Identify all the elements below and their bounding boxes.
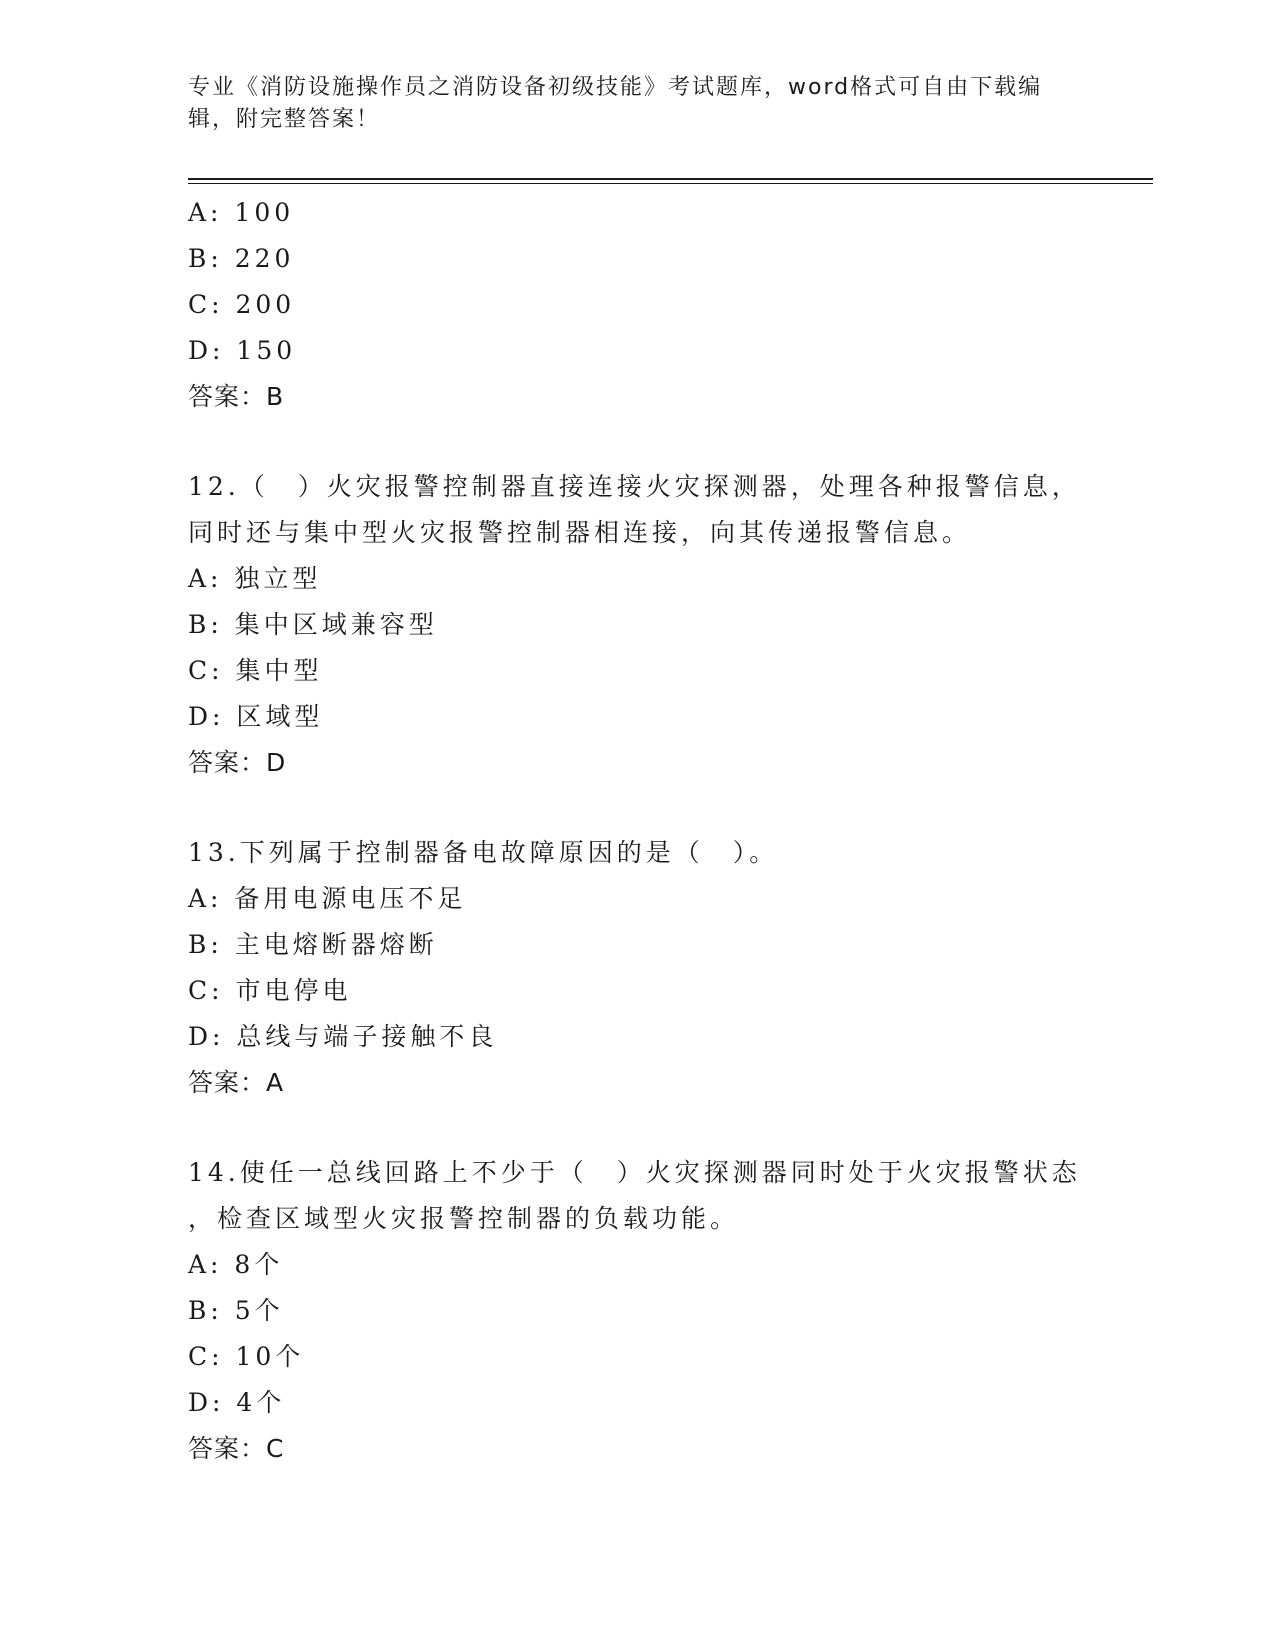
option-d: D: 150: [188, 336, 297, 365]
option-b: B: 集中区域兼容型: [188, 610, 438, 639]
question-stem: 13.下列属于控制器备电故障原因的是（ ）。: [188, 838, 779, 867]
spacer: [188, 786, 1088, 830]
option-d: D: 总线与端子接触不良: [188, 1022, 498, 1051]
header-divider-thin: [188, 183, 1153, 184]
header-divider-thick: [188, 178, 1153, 180]
option-c: C: 200: [188, 290, 296, 319]
option-d: D: 区域型: [188, 702, 324, 731]
question-stem: 12.（ ）火灾报警控制器直接连接火灾探测器，处理各种报警信息，: [188, 472, 1081, 501]
answer: 答案：A: [188, 1068, 285, 1097]
spacer: [188, 420, 1088, 464]
option-a: A: 备用电源电压不足: [188, 884, 467, 913]
option-c: C: 10个: [188, 1342, 305, 1371]
question-13: [188, 830, 1088, 1106]
answer: 答案：C: [188, 1434, 285, 1463]
option-d: D: 4个: [188, 1388, 286, 1417]
answer: 答案：B: [188, 382, 285, 411]
option-b: B: 5个: [188, 1296, 284, 1325]
question-stem: 同时还与集中型火灾报警控制器相连接，向其传递报警信息。: [188, 518, 972, 547]
question-14: [188, 1150, 1088, 1472]
option-c: C: 市电停电: [188, 976, 352, 1005]
question-stem: ，检查区域型火灾报警控制器的负载功能。: [188, 1204, 740, 1233]
document-header: 专业《消防设施操作员之消防设备初级技能》考试题库，word格式可自由下载编辑，附完整答案！: [188, 75, 1043, 132]
question-11: [188, 190, 1088, 420]
question-stem: 14.使任一总线回路上不少于（ ）火灾探测器同时处于火灾报警状态: [188, 1158, 1081, 1187]
option-b: B: 220: [188, 244, 295, 273]
option-a: A: 100: [188, 198, 295, 227]
option-a: A: 独立型: [188, 564, 322, 593]
question-list: [188, 190, 1088, 1472]
answer: 答案：D: [188, 748, 287, 777]
option-b: B: 主电熔断器熔断: [188, 930, 438, 959]
option-c: C: 集中型: [188, 656, 323, 685]
option-a: A: 8个: [188, 1250, 284, 1279]
spacer: [188, 1106, 1088, 1150]
question-12: [188, 464, 1088, 786]
